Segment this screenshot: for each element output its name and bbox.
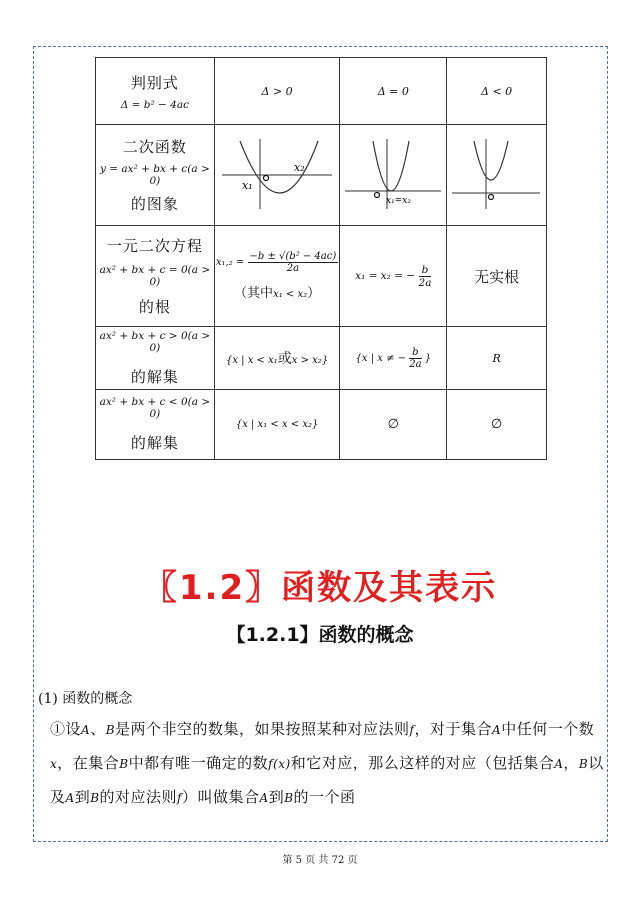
- gt-solution-2-lhs: {x | x ≠ −: [355, 352, 407, 364]
- lt-solution-cell-3: ∅: [447, 390, 547, 460]
- gt-label-cell: [96, 327, 215, 390]
- table-row: [96, 226, 547, 327]
- table-row: [96, 327, 547, 390]
- para-math: A: [81, 723, 91, 737]
- para-math: B: [119, 757, 129, 771]
- gt-solution-cell-1: [214, 327, 340, 390]
- roots-note-close: ）: [307, 286, 321, 301]
- lt-formula: ax² + bx + c < 0(a > 0): [99, 396, 211, 420]
- header-col-1: Δ > 0: [214, 58, 340, 125]
- header-label-cell: [96, 58, 215, 125]
- roots-formula-cell: [214, 226, 340, 327]
- para-math: f: [177, 791, 182, 805]
- double-root-fraction: [419, 264, 432, 289]
- para-math: A: [65, 791, 75, 805]
- header-col-2: Δ = 0: [340, 58, 447, 125]
- double-root-lhs: x₁ = x₂ = −: [355, 270, 416, 282]
- para-text: ，对于集合: [414, 720, 493, 738]
- page-number-footer: 第 5 页 共 72 页: [282, 855, 358, 866]
- double-root-denominator: 2a: [418, 276, 432, 289]
- roots-label-cell: [96, 226, 215, 327]
- graph1-x1-label: x₁: [242, 179, 253, 192]
- para-text: ①设: [50, 720, 82, 738]
- graph-no-root-cell: [447, 125, 547, 226]
- roots-label-bottom: 的根: [138, 298, 171, 316]
- double-root-numerator: b: [419, 264, 432, 277]
- para-text: 中任何一个数: [501, 720, 595, 738]
- discriminant-table: [95, 57, 547, 460]
- para-math: A: [492, 723, 502, 737]
- quadratic-formula-fraction: [248, 251, 339, 274]
- graph2-x-label: x₁=x₂: [386, 196, 412, 206]
- table-row: [96, 390, 547, 460]
- roots-formula: ax² + bx + c = 0(a > 0): [99, 264, 211, 288]
- graph-two-roots-cell: [214, 125, 340, 226]
- graph-formula: y = ax² + bx + c(a > 0): [99, 163, 210, 187]
- gt-solution-cell-3: R: [447, 327, 547, 390]
- para-math: A: [259, 791, 269, 805]
- lt-label-cell: [96, 390, 215, 460]
- para-text: 以及: [50, 754, 604, 806]
- para-math: B: [105, 723, 116, 737]
- para-math: B: [284, 791, 294, 805]
- table-row: [96, 125, 547, 226]
- header-formula: Δ = b² − 4ac: [120, 98, 189, 111]
- para-math: B: [90, 791, 100, 805]
- para-text: 的对应法则: [99, 788, 178, 806]
- graph-label-top: 二次函数: [122, 138, 187, 156]
- parabola-one-root-graph: [343, 133, 443, 213]
- gt-solution-2-fraction: [409, 347, 421, 370]
- para-text: ）叫做集合: [182, 788, 260, 806]
- function-definition-paragraph: [50, 713, 606, 815]
- header-col-3: Δ < 0: [447, 58, 547, 125]
- gt-solution-2-numerator: b: [409, 347, 421, 359]
- para-text: ，: [563, 754, 579, 772]
- gt-formula: ax² + bx + c > 0(a > 0): [99, 329, 211, 354]
- para-text: 的一个函: [293, 788, 356, 806]
- para-math: x: [50, 757, 58, 771]
- parabola-two-roots-graph: [218, 133, 336, 213]
- lt-label-bottom: 的解集: [130, 434, 179, 452]
- item-heading: (1) 函数的概念: [38, 691, 133, 707]
- gt-solution-cell-2: [340, 327, 447, 390]
- roots-label-top: 一元二次方程: [106, 237, 203, 255]
- table-row: [96, 58, 547, 125]
- lt-solution-cell-2: ∅: [340, 390, 447, 460]
- section-title: 〖1.2〗函数及其表示: [142, 568, 498, 608]
- para-text: 到: [268, 788, 285, 806]
- parabola-no-root-graph: [450, 133, 544, 213]
- gt-solution-or: 或: [277, 351, 292, 367]
- quadratic-formula-numerator: −b ± √(b² − 4ac): [249, 251, 337, 262]
- header-label: 判别式: [130, 73, 179, 92]
- quadratic-formula-denominator: 2a: [286, 263, 300, 274]
- no-real-root-cell: 无实根: [447, 226, 547, 327]
- para-math: B: [578, 757, 589, 771]
- graph1-x2-label: x₂: [294, 161, 305, 174]
- para-text: 和它对应，那么这样的对应（包括集合: [290, 754, 555, 772]
- para-text: 是两个非空的数集，如果按照某种对应法则: [115, 720, 410, 738]
- gt-label-bottom: 的解集: [130, 367, 179, 386]
- para-text: 、: [90, 720, 106, 738]
- roots-note-math: x₁ < x₂: [273, 289, 308, 300]
- graph-label-cell: [96, 125, 215, 226]
- subsection-title: 【1.2.1】函数的概念: [226, 624, 414, 646]
- para-text: ，在集合: [57, 754, 120, 772]
- para-text: 中都有唯一确定的数: [128, 754, 269, 772]
- gt-solution-part-b: x > x₂}: [291, 355, 329, 366]
- gt-solution-2-denominator: 2a: [409, 358, 422, 370]
- gt-solution-2-rhs: }: [424, 352, 432, 364]
- graph-one-root-cell: [340, 125, 447, 226]
- quadratic-formula-lhs: x₁,₂ =: [215, 257, 245, 268]
- graph-label-bottom: 的图象: [130, 195, 179, 213]
- para-math: f(x): [268, 757, 291, 771]
- gt-solution-part-a: {x | x < x₁: [226, 355, 278, 366]
- double-root-cell: [340, 226, 447, 327]
- para-math: A: [554, 757, 564, 771]
- lt-solution-cell-1: {x | x₁ < x < x₂}: [214, 390, 340, 460]
- para-text: 到: [74, 788, 91, 806]
- roots-note-open: （其中: [234, 286, 274, 301]
- para-math: f: [409, 723, 415, 737]
